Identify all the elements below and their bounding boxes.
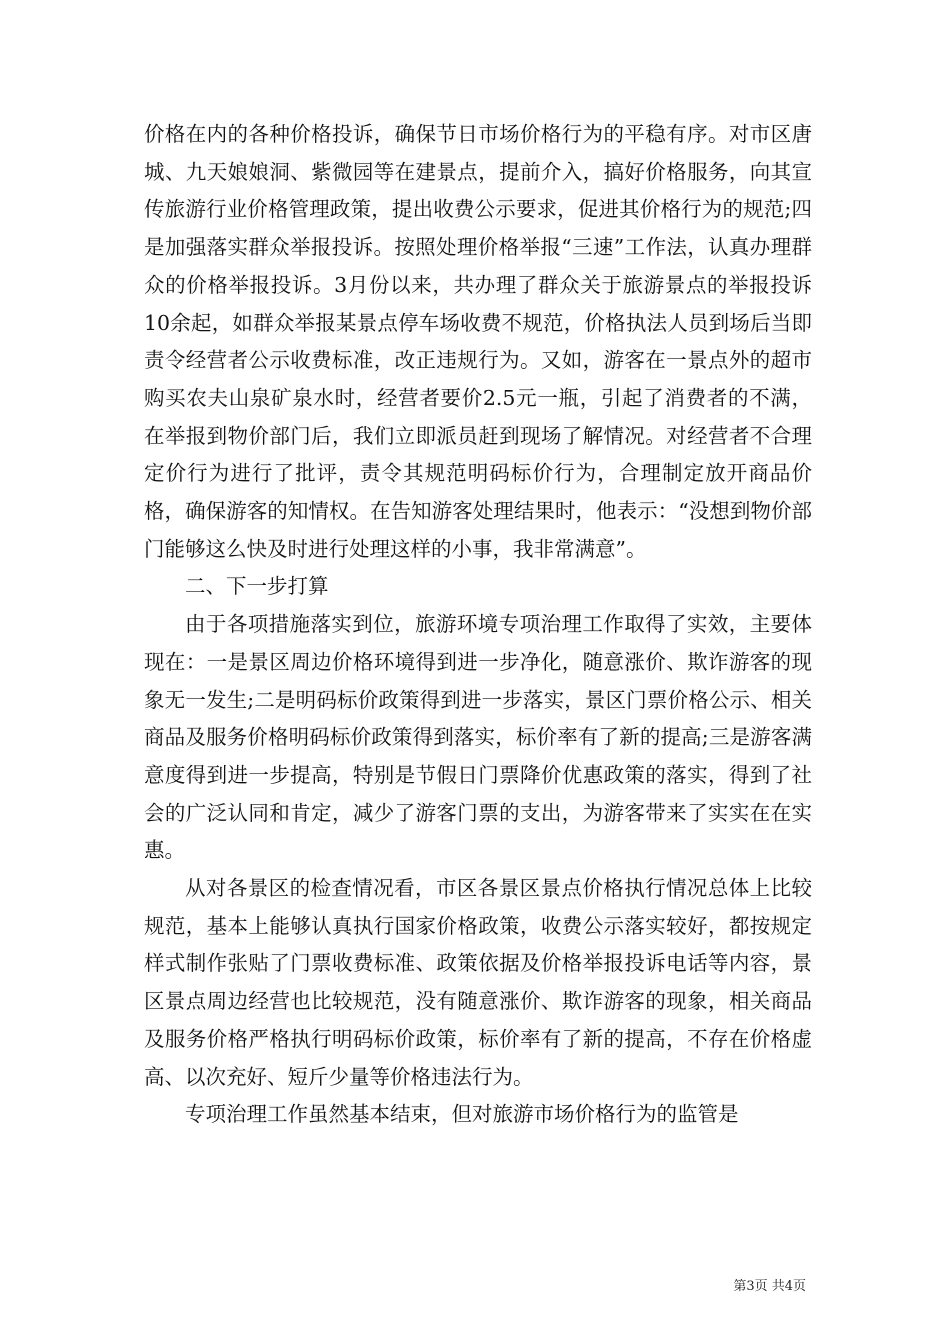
section-heading: 二、下一步打算 (185, 574, 329, 599)
paragraph-continuation: 价格在内的各种价格投诉，确保节日市场价格行为的平稳有序。对市区唐城、九天娘娘洞、紫微园等在建景点，提前介入，搞好价格服务，向其宣传旅游行业价格管理政策，提出收费公示要求，促进其价格行为的规范;四是加强落实群众举报投诉。按照处理价格举报“三速”工作法，认真办理群众的价格举报投诉。3月份以来，共办理了群众关于旅游景点的举报投诉10余起，如群众举报某景点停车场收费不规范，价格执法人员到场后当即责令经营者公示收费标准，改正违规行为。又如，游客在一景点外的超市购买农夫山泉矿泉水时，经营者要价2.5元一瓶，引起了消费者的不满，在举报到物价部门后，我们立即派员赶到现场了解情况。对经营者不合理定价行为进行了批评，责令其规范明码标价行为，合理制定放开商品价格，确保游客的知情权。在告知游客处理结果时，他表示：“没想到物价部门能够这么快及时进行处理这样的小事，我非常满意”。 (144, 122, 812, 561)
paragraph-results: 由于各项措施落实到位，旅游环境专项治理工作取得了实效，主要体现在：一是景区周边价格环境得到进一步净化，随意涨价、欺诈游客的现象无一发生;二是明码标价政策得到进一步落实，景区门票价格公示、相关商品及服务价格明码标价政策得到落实，标价率有了新的提高;三是游客满意度得到进一步提高，特别是节假日门票降价优惠政策的落实，得到了社会的广泛认同和肯定，减少了游客门票的支出，为游客带来了实实在在实惠。 (144, 612, 812, 863)
paragraph-inspection: 从对各景区的检查情况看，市区各景区景点价格执行情况总体上比较规范，基本上能够认真执行国家价格政策，收费公示落实较好，都按规定样式制作张贴了门票收费标准、政策依据及价格举报投诉电话等内容，景区景点周边经营也比较规范，没有随意涨价、欺诈游客的现象，相关商品及服务价格严格执行明码标价政策，标价率有了新的提高，不存在价格虚高、以次充好、短斤少量等价格违法行为。 (144, 876, 812, 1089)
document-body (144, 116, 812, 1134)
paragraph-continues: 专项治理工作虽然基本结束，但对旅游市场价格行为的监管是 (185, 1102, 739, 1127)
page-number-footer: 第3页 共4页 (733, 1279, 806, 1294)
